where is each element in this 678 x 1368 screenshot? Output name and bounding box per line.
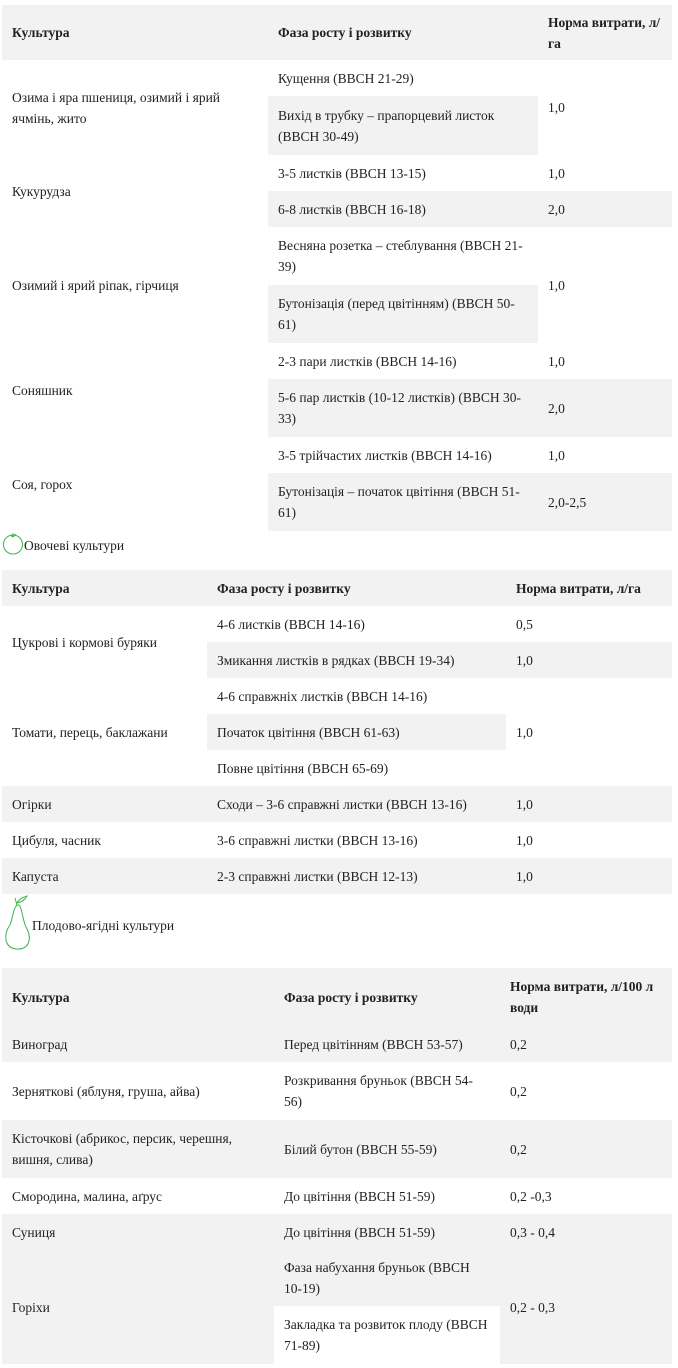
crop-cell: Озимий і ярий ріпак, гірчиця xyxy=(12,277,179,293)
phase-cell: Закладка та розвиток плоду (BBCH 71-89) xyxy=(284,1317,488,1353)
phase-cell: 4-6 справжніх листків (BBCH 14-16) xyxy=(217,688,428,704)
crop-cell: Соняшник xyxy=(12,382,73,398)
rate-cell: 1,0 xyxy=(548,447,565,463)
crop-cell: Огірки xyxy=(12,796,52,812)
rate-cell: 0,3 - 0,4 xyxy=(510,1224,555,1240)
table-row xyxy=(2,858,672,894)
crop-cell: Цибуля, часник xyxy=(12,832,101,848)
section-title: Овочеві культури xyxy=(24,538,125,553)
rate-cell: 1,0 xyxy=(516,724,533,740)
rate-cell: 0,5 xyxy=(516,616,533,632)
phase-cell: 4-6 листків (BBCH 14-16) xyxy=(217,616,365,632)
table-field-crops xyxy=(2,5,672,531)
header-crop: Культура xyxy=(2,968,274,1026)
header-phase: Фаза росту і розвитку xyxy=(268,5,538,60)
rate-cell: 0,2 xyxy=(510,1036,527,1052)
table-row xyxy=(2,1250,672,1306)
phase-cell: Розкривання бруньок (BBCH 54-56) xyxy=(284,1073,473,1109)
phase-cell: 5-6 пар листків (10-12 листків) (BBCH 30-33) xyxy=(268,379,538,437)
phase-cell: Бутонізація – початок цвітіння (BBCH 51-61) xyxy=(268,473,538,531)
rate-cell: 1,0 xyxy=(516,796,533,812)
header-phase: Фаза росту і розвитку xyxy=(274,968,500,1026)
table-header xyxy=(2,570,672,606)
rate-cell: 1,0 xyxy=(506,642,672,678)
phase-cell: Вихід в трубку – прапорцевий листок (BBCH 30-49) xyxy=(268,96,538,155)
rate-cell: 1,0 xyxy=(516,868,533,884)
table-row xyxy=(2,1178,672,1214)
crop-cell: Цукрові і кормові буряки xyxy=(12,634,157,650)
table-row xyxy=(2,822,672,858)
section-title-vegetables xyxy=(2,531,124,555)
phase-cell: 2-3 пари листків (BBCH 14-16) xyxy=(278,353,457,369)
table-row xyxy=(2,227,672,285)
crop-cell: Капуста xyxy=(12,868,59,884)
header-crop: Культура xyxy=(2,570,207,606)
table-row xyxy=(2,437,672,473)
table-row xyxy=(2,60,672,96)
header-crop: Культура xyxy=(2,5,268,60)
phase-cell: До цвітіння (BBCH 51-59) xyxy=(284,1188,435,1204)
phase-cell: Кущення (BBCH 21-29) xyxy=(278,70,414,86)
header-rate: Норма витрати, л/га xyxy=(506,570,672,606)
table-row xyxy=(2,606,672,642)
crop-cell: Кісточкові (абрикос, персик, черешня, вишня, слива) xyxy=(12,1131,233,1167)
rate-cell: 0,2 xyxy=(510,1083,527,1099)
header-phase: Фаза росту і розвитку xyxy=(207,570,506,606)
rate-cell: 1,0 xyxy=(548,277,565,293)
phase-cell: Повне цвітіння (BBCH 65-69) xyxy=(217,760,389,776)
rate-cell: 1,0 xyxy=(516,832,533,848)
phase-cell: Білий бутон (BBCH 55-59) xyxy=(284,1141,437,1157)
header-rate: Норма витрати, л/100 л води xyxy=(500,968,672,1026)
table-row xyxy=(2,678,672,714)
table-row xyxy=(2,1120,672,1178)
phase-cell: Перед цвітінням (BBCH 53-57) xyxy=(284,1036,463,1052)
rate-cell: 0,2 xyxy=(510,1141,527,1157)
header-rate: Норма витрати, л/га xyxy=(538,5,672,60)
rate-cell: 2,0 xyxy=(538,379,672,437)
phase-cell: Весняна розетка – стеблування (BBCH 21-39) xyxy=(278,238,523,274)
rate-cell: 1,0 xyxy=(548,165,565,181)
crop-cell: Виноград xyxy=(12,1036,68,1052)
table-fruits xyxy=(2,968,672,1364)
table-row xyxy=(2,1062,672,1120)
section-title: Плодово-ягідні культури xyxy=(32,918,175,933)
table-header xyxy=(2,5,672,60)
rate-cell: 2,0 xyxy=(538,191,672,227)
crop-cell: Смородина, малина, аґрус xyxy=(12,1188,163,1204)
crop-cell: Томати, перець, баклажани xyxy=(12,724,168,740)
phase-cell: Сходи – 3-6 справжні листки (BBCH 13-16) xyxy=(217,796,467,812)
crop-cell: Озима і яра пшениця, озимий і ярий ячмінь, жито xyxy=(12,89,221,126)
phase-cell: 6-8 листків (BBCH 16-18) xyxy=(268,191,538,227)
crop-cell: Кукурудза xyxy=(12,183,71,199)
phase-cell: Бутонізація (перед цвітінням) (BBCH 50-61) xyxy=(268,285,538,343)
table-row xyxy=(2,786,672,822)
phase-cell: 3-6 справжні листки (BBCH 13-16) xyxy=(217,832,418,848)
phase-cell: Змикання листків в рядках (BBCH 19-34) xyxy=(207,642,506,678)
crop-cell: Зерняткові (яблуня, груша, айва) xyxy=(12,1083,200,1099)
phase-cell: 3-5 листків (BBCH 13-15) xyxy=(278,165,426,181)
crop-cell: Суниця xyxy=(12,1224,56,1240)
phase-cell: Початок цвітіння (BBCH 61-63) xyxy=(207,714,506,750)
table-row xyxy=(2,343,672,379)
rate-cell: 1,0 xyxy=(548,353,565,369)
phase-cell: 2-3 справжні листки (BBCH 12-13) xyxy=(217,868,418,884)
table-row xyxy=(2,1026,672,1062)
crop-cell: Соя, горох xyxy=(12,476,73,492)
rate-cell: 2,0-2,5 xyxy=(538,473,672,531)
rate-cell: 1,0 xyxy=(548,100,565,115)
table-vegetables xyxy=(2,570,672,894)
phase-cell: 3-5 трійчастих листків (BBCH 14-16) xyxy=(278,447,492,463)
phase-cell: До цвітіння (BBCH 51-59) xyxy=(284,1224,435,1240)
pear-icon xyxy=(2,895,32,951)
tomato-icon xyxy=(2,531,24,555)
rate-cell: 0,2 - 0,3 xyxy=(500,1250,672,1364)
crop-cell: Горіхи xyxy=(2,1250,274,1364)
phase-cell: Фаза набухання бруньок (BBCH 10-19) xyxy=(274,1250,500,1306)
section-title-fruits xyxy=(2,895,174,951)
table-header xyxy=(2,968,672,1026)
rate-cell: 0,2 -0,3 xyxy=(510,1188,552,1204)
table-row xyxy=(2,1214,672,1250)
table-row xyxy=(2,155,672,191)
